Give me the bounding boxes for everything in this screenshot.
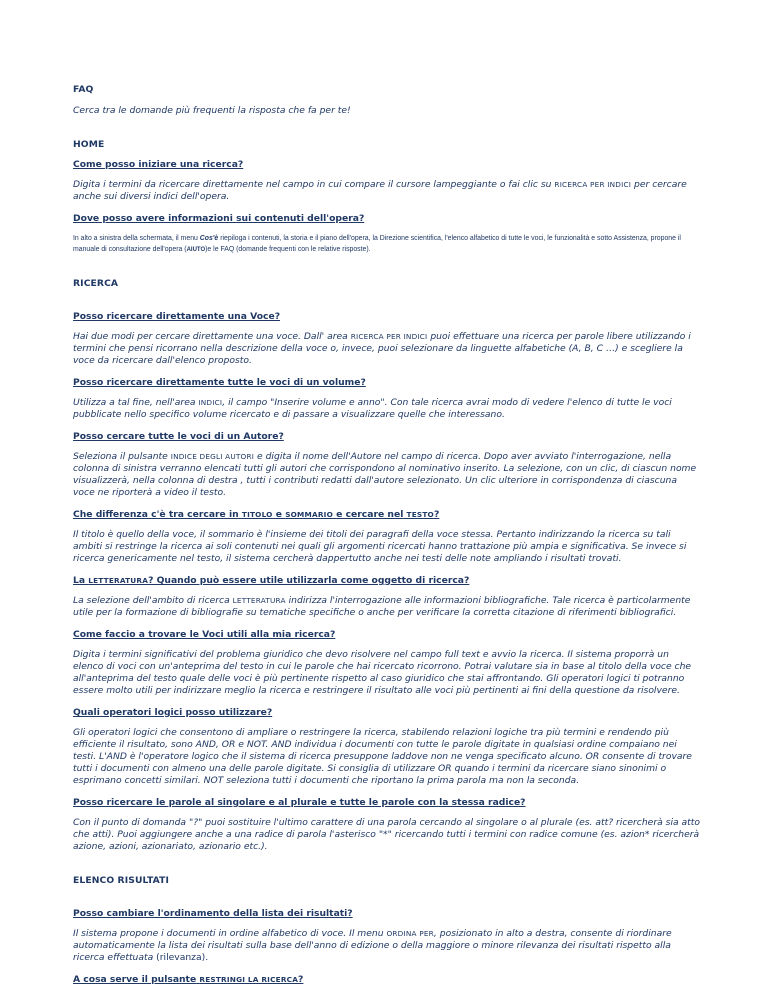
faq-heading: FAQ [73, 84, 94, 95]
answer-search-volume: Utilizza a tal fine, nell'area INDICI, il campo "Inserire volume e anno". Con tale ricerca avrai modo di vedere l'elenco di tutte le voci pubblicate nello specifico volume ricercato e di passare a visualizzare quelle che interessano. [73, 397, 672, 420]
question-search-author: Posso cercare tutte le voci di un Autore? [73, 431, 284, 442]
question-find-voci: Come faccio a trovare le Voci utili alla mia ricerca? [73, 629, 336, 640]
section-ricerca-heading: RICERCA [73, 278, 119, 289]
question-start-search: Come posso iniziare una ricerca? [73, 159, 244, 170]
answer-letteratura: La selezione dell'ambito di ricerca LETTERATURA indirizza l'interrogazione alle informazioni bibliografiche. Tale ricerca è particolarmente utile per la formazione di bibliografie su tematiche specifiche o anche per verificare la corretta citazione di riferimenti bibliografici. [73, 595, 691, 618]
question-title-vs-text: Che differenza c'è tra cercare in TITOLO e SOMMARIO e cercare nel TESTO? [73, 509, 440, 520]
answer-content-info: In alto a sinistra della schermata, il menu Cos'è riepiloga i contenuti, la storia e il piano dell'opera, la Direzione scientifica, l'elenco alfabetico di tutte le voci, le funzionalità e sotto Assistenza, propone il manuale di consultazione dell'opera (AIUTO)e le FAQ (domande frequenti con le relative risposte). [73, 235, 681, 253]
question-restringi: A cosa serve il pulsante RESTRINGI LA RICERCA? [73, 974, 304, 985]
question-singular-plural: Posso ricercare le parole al singolare e al plurale e tutte le parole con la stessa radice? [73, 797, 526, 808]
question-search-volume: Posso ricercare direttamente tutte le voci di un volume? [73, 377, 366, 388]
question-letteratura: La LETTERATURA? Quando può essere utile utilizzarla come oggetto di ricerca? [73, 575, 470, 586]
faq-subtitle: Cerca tra le domande più frequenti la risposta che fa per te! [73, 105, 351, 116]
question-search-voce: Posso ricercare direttamente una Voce? [73, 311, 281, 322]
answer-search-voce: Hai due modi per cercare direttamente una voce. Dall' area RICERCA PER INDICI puoi effettuare una ricerca per parole libere utilizzando i termini che pensi ricorrano nella descrizione della voce o, invece, puoi selezionare da linguette alfabetiche (A, B, C …) e scegliere la voce da ricercare dall'elenco proposto. [73, 331, 691, 366]
answer-find-voci: Digita i termini significativi del problema giuridico che devo risolvere nel campo full text e avvio la ricerca. Il sistema proporrà un elenco di voci con un'anteprima del testo in cui le parole che hai ricercato ricorrono. Potrai valutare sia in base al titolo della voce che all'anteprima del testo quale delle voci è più pertinente rispetto al caso giuridico che stai affrontando. Gli operatori logici ti potranno essere molto utili per indirizzare meglio la ricerca e restringere il risultato alle voci più pertinenti ai fini della questione da risolvere. [73, 649, 692, 696]
question-content-info: Dove posso avere informazioni sui contenuti dell'opera? [73, 213, 365, 224]
question-logical-operators: Quali operatori logici posso utilizzare? [73, 707, 273, 718]
section-home-heading: HOME [73, 139, 105, 150]
section-elenco-heading: ELENCO RISULTATI [73, 875, 169, 886]
answer-search-author: Seleziona il pulsante INDICE DEGLI AUTORI e digita il nome dell'Autore nel campo di ricerca. Dopo aver avviato l'interrogazione, nella colonna di sinistra verranno elencati tutti gli autori che corrispondono al nominativo inserito. La selezione, con un clic, di ciascun nome visualizzerà, nella colonna di destra , tutti i contributi redatti dall'autore selezionato. Un clic ulteriore in corrispondenza di ciascuna voce ne riporterà a video il testo. [73, 451, 697, 498]
answer-start-search: Digita i termini da ricercare direttamente nel campo in cui compare il cursore lampeggiante o fai clic su RICERCA PER INDICI per cercare anche sui diversi indici dell'opera. [73, 179, 687, 202]
answer-sort-results: Il sistema propone i documenti in ordine alfabetico di voce. Il menu ORDINA PER, posizionato in alto a destra, consente di riordinare automaticamente la lista dei risultati sulla base dell'anno di edizione o della maggiore o minore rilevanza dei risultati rispetto alla ricerca effettuata (rilevanza). [73, 928, 672, 963]
answer-title-vs-text: Il titolo è quello della voce, il sommario è l'insieme dei titoli dei paragrafi della voce stessa. Pertanto indirizzando la ricerca su tali ambiti si restringe la ricerca ai soli contenuti nei quali gli argomenti ricercati hanno trattazione più ampia e significativa. Se invece si ricerca genericamente nel testo, il sistema cercherà dappertutto anche nei testi delle note ampliando i risultati trovati. [73, 529, 687, 564]
faq-document [73, 84, 701, 994]
answer-logical-operators: Gli operatori logici che consentono di ampliare o restringere la ricerca, stabilendo relazioni logiche tra più termini e rendendo più efficiente il risultato, sono AND, OR e NOT. AND individua i documenti con tutte le parole digitate in qualsiasi ordine compaiano nei testi. L'AND è l'operatore logico che il sistema di ricerca presuppone laddove non ne venga specificato alcuno. OR consente di trovare tutti i documenti con almeno una delle parole digitate. Si consiglia di utilizzare OR quando i termini da ricercare siano sinonimi o esprimano concetti similari. NOT seleziona tutti i documenti che riportano la prima parola ma non la seconda. [73, 727, 692, 786]
ricerca-per-indici-label: RICERCA PER INDICI [554, 180, 632, 189]
answer-singular-plural: Con il punto di domanda "?" puoi sostituire l'ultimo carattere di una parola cercando al singolare o al plurale (es. att? ricercherà sia atto che atti). Puoi aggiungere anche a una radice di parola l'asterisco "*" ricercando tutti i termini con radice comune (es. azion* ricercherà azione, azioni, azionariato, azionario etc.). [73, 817, 701, 852]
question-sort-results: Posso cambiare l'ordinamento della lista dei risultati? [73, 908, 353, 919]
